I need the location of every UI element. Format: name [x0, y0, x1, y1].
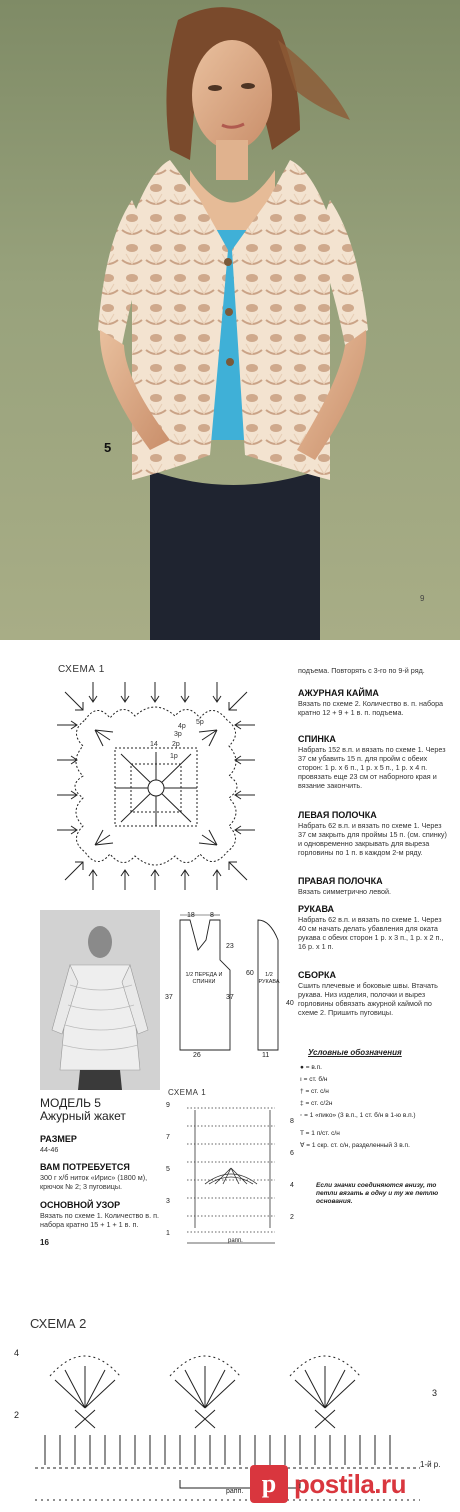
- mark-4p: 4р: [178, 723, 186, 730]
- sleeves-text: Набрать 62 в.п. и вязать по схеме 1. Через 40 см начать делать убавления для оката рукава с обеих сторон 1 р. х 3 п., 1 р. х 2 п., 16 р. х 1 п.: [298, 915, 444, 951]
- dim-8: 8: [210, 912, 214, 919]
- left-front-title: ЛЕВАЯ ПОЛОЧКА: [298, 810, 377, 820]
- hdc-icon: T: [300, 1130, 304, 1137]
- chart1-row-5: 5: [166, 1166, 170, 1173]
- dim-18: 18: [187, 912, 195, 919]
- instruction-page: [0, 640, 460, 1252]
- watermark-logo-icon: p: [250, 1465, 288, 1503]
- model-number: 5: [104, 440, 112, 455]
- dim-37-left: 37: [165, 994, 173, 1001]
- dim-37-right: 37: [226, 994, 234, 1001]
- photo-illustration: [0, 0, 460, 640]
- chart1-label: СХЕМА 1: [168, 1088, 207, 1097]
- watermark-text: postila.ru: [294, 1468, 407, 1499]
- assembly-text: Сшить плечевые и боковые швы. Втачать рукава. Низ изделия, полочки и вырез горловины обвязать ажурной каймой по схеме 2. Пришить пуговицы.: [298, 981, 438, 1017]
- sleeves-title: РУКАВА: [298, 904, 335, 914]
- schema2-row-2: 2: [14, 1410, 20, 1420]
- right-front-title: ПРАВАЯ ПОЛОЧКА: [298, 876, 383, 886]
- sleeve-label: 1/2 РУКАВА: [258, 972, 280, 985]
- dim-23: 23: [226, 943, 234, 950]
- legend-item: ● = в.п.: [300, 1064, 322, 1071]
- mark-5p: 5р: [196, 719, 204, 726]
- chain-icon: ●: [300, 1064, 304, 1071]
- mark-center: 14: [150, 741, 158, 748]
- chart1-row-7: 7: [166, 1134, 170, 1141]
- assembly-title: СБОРКА: [298, 970, 336, 980]
- schema1-label: СХЕМА 1: [58, 664, 105, 675]
- picot-icon: ◦: [300, 1112, 303, 1119]
- legend-item: † = ст. с/н: [300, 1088, 329, 1095]
- legend-note: Если значки соединяются внизу, то петли вязать в одну и ту же петлю основания.: [316, 1182, 439, 1205]
- size-title: РАЗМЕР: [40, 1134, 77, 1144]
- back-title: СПИНКА: [298, 734, 336, 744]
- model-subtitle: Ажурный жакет: [40, 1109, 126, 1123]
- legend-item: ‡ = ст. с/2н: [300, 1100, 333, 1107]
- right-front-text: Вязать симметрично левой.: [298, 887, 391, 896]
- legend-list: [300, 1064, 450, 1160]
- watermark: [250, 1464, 450, 1504]
- chart1-diagram: [175, 1098, 290, 1250]
- legend-item: ◦ = 1 «пико» (3 в.п., 1 ст. б/н в 1-ю в.п.): [300, 1112, 416, 1119]
- dim-26: 26: [193, 1052, 201, 1059]
- sc-icon: ı: [300, 1076, 302, 1083]
- need-title: ВАМ ПОТРЕБУЕТСЯ: [40, 1162, 130, 1172]
- model-title: МОДЕЛЬ 5: [40, 1096, 101, 1110]
- motif-diagram: [55, 680, 280, 895]
- chart1-row-4: 4: [290, 1182, 294, 1189]
- chart1-row-9: 9: [166, 1102, 170, 1109]
- mark-3p: 3р: [174, 731, 182, 738]
- mark-2p: 2р: [172, 741, 180, 748]
- main-pattern-title: ОСНОВНОЙ УЗОР: [40, 1200, 121, 1210]
- chart1-row-2: 2: [290, 1214, 294, 1221]
- need-text: 300 г х/б ниток «Ирис» (1800 м), крючок № 2; 3 пуговицы.: [40, 1173, 148, 1191]
- legend-item: ı = ст. б/н: [300, 1076, 328, 1083]
- legend-title: Условные обозначения: [308, 1048, 402, 1057]
- schema2-section: [0, 1252, 460, 1512]
- border-title: АЖУРНАЯ КАЙМА: [298, 688, 379, 698]
- schema2-label: СХЕМА 2: [30, 1316, 87, 1331]
- arrows-top: [89, 682, 221, 702]
- dc-icon: †: [300, 1088, 304, 1095]
- chart1-rapport: рапп.: [228, 1238, 243, 1244]
- page-number: 16: [40, 1238, 49, 1247]
- chart1-row-8: 8: [290, 1118, 294, 1125]
- legend-item: T = 1 п/ст. с/н: [300, 1130, 340, 1137]
- right-top-text: подъема. Повторять с 3-го по 9-й ряд.: [298, 666, 425, 675]
- size-value: 44-46: [40, 1145, 59, 1154]
- border-text: Вязать по схеме 2. Количество в. п. набора кратно 12 + 9 + 1 в. п. подъема.: [298, 699, 444, 717]
- mark-1p: 1р: [170, 753, 178, 760]
- chart1-row-3: 3: [166, 1198, 170, 1205]
- schema2-rapport: рапп.: [226, 1488, 244, 1495]
- schema2-row-1: 1-й р.: [420, 1460, 441, 1469]
- schema2-row-3: 3: [432, 1388, 438, 1398]
- small-model-photo: [40, 910, 160, 1090]
- schema2-row-4: 4: [14, 1348, 20, 1358]
- dim-40: 40: [286, 1000, 294, 1007]
- dim-60: 60: [246, 970, 254, 977]
- page-mark: 9: [420, 594, 425, 603]
- chart1-row-6: 6: [290, 1150, 294, 1157]
- front-back-label: 1/2 ПЕРЕДА И СПИНКИ: [185, 972, 223, 985]
- legend-item: ∀ = 1 скр. ст. с/н, разделенный 3 в.п.: [300, 1142, 410, 1149]
- dim-11: 11: [262, 1052, 270, 1059]
- left-front-text: Набрать 62 в.п. и вязать по схеме 1. Через 37 см закрыть для проймы 15 п. (см. спинку) и одновременно закрывать для выреза горловины по 1 п. в каждом 2-м ряду.: [298, 821, 447, 857]
- model-photo: [0, 0, 460, 640]
- back-text: Набрать 152 в.п. и вязать по схеме 1. Через 37 см убавить 15 п. для пройм с обеих сторон: 1 р. х 6 п., 1 р. х 5 п., 1 р. х 4 п. провязать еще 23 см от наборного края и вязание закончить.: [298, 745, 446, 790]
- cluster-icon: ∀: [300, 1142, 305, 1149]
- chart1-row-1: 1: [166, 1230, 170, 1237]
- small-photo-illustration: [40, 910, 160, 1090]
- tr-icon: ‡: [300, 1100, 304, 1107]
- main-pattern-text: Вязать по схеме 1. Количество в. п. набора кратно 15 + 1 + 1 в. п.: [40, 1211, 159, 1229]
